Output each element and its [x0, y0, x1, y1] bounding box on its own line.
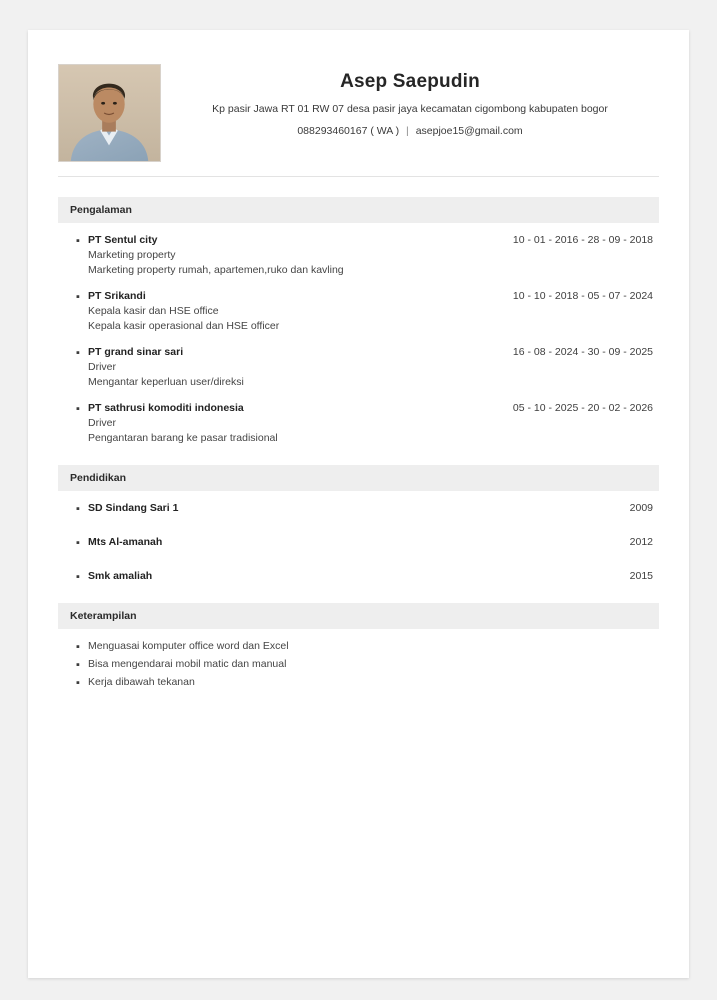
skills-list	[58, 639, 659, 691]
list-item	[58, 345, 659, 390]
experience-role: Marketing property	[88, 248, 176, 261]
experience-detail: Marketing property rumah, apartemen,ruko dan kavling	[88, 263, 344, 276]
bullet-icon: ▪	[76, 658, 80, 671]
phone-text: 088293460167 ( WA )	[297, 125, 400, 138]
experience-date: 10 - 10 - 2018 - 05 - 07 - 2024	[512, 290, 653, 303]
bullet-icon: ▪	[76, 536, 80, 549]
education-school: Smk amaliah	[88, 569, 153, 582]
bullet-icon: ▪	[76, 291, 80, 304]
address-text: Kp pasir Jawa RT 01 RW 07 desa pasir jaya kecamatan cigombong kabupaten bogor	[212, 102, 608, 115]
education-school: Mts Al-amanah	[88, 535, 163, 548]
contact-separator: |	[406, 125, 409, 138]
experience-company: PT sathrusi komoditi indonesia	[88, 402, 244, 415]
skill-text: Bisa mengendarai mobil matic dan manual	[88, 657, 287, 670]
section-heading-experience: Pengalaman	[58, 197, 659, 223]
bullet-icon: ▪	[76, 570, 80, 583]
list-item	[76, 639, 653, 655]
page-title: Asep Saepudin	[340, 71, 480, 92]
experience-role: Driver	[88, 360, 116, 373]
experience-date: 16 - 08 - 2024 - 30 - 09 - 2025	[512, 346, 653, 359]
education-year: 2009	[629, 501, 653, 514]
list-item	[58, 233, 659, 278]
experience-detail: Kepala kasir operasional dan HSE officer	[88, 320, 280, 333]
bullet-icon: ▪	[76, 403, 80, 416]
header-text-block	[161, 64, 659, 139]
list-item	[58, 289, 659, 334]
experience-list	[58, 233, 659, 447]
skill-text: Kerja dibawah tekanan	[88, 675, 195, 688]
list-item	[76, 657, 653, 673]
list-item	[58, 401, 659, 446]
bullet-icon: ▪	[76, 502, 80, 515]
email-text: asepjoe15@gmail.com	[415, 125, 523, 138]
skill-text: Menguasai komputer office word dan Excel	[88, 639, 289, 652]
experience-date: 05 - 10 - 2025 - 20 - 02 - 2026	[512, 402, 653, 415]
experience-company: PT Sentul city	[88, 234, 158, 246]
bullet-icon: ▪	[76, 640, 80, 653]
bullet-icon: ▪	[76, 235, 80, 247]
experience-detail: Mengantar keperluan user/direksi	[88, 376, 244, 389]
experience-company: PT grand sinar sari	[88, 346, 184, 359]
experience-detail: Pengantaran barang ke pasar tradisional	[88, 432, 278, 445]
profile-photo-illustration	[59, 65, 160, 161]
experience-company: PT Srikandi	[88, 290, 146, 303]
list-item	[58, 501, 659, 517]
section-heading-education: Pendidikan	[58, 465, 659, 491]
experience-role: Kepala kasir dan HSE office	[88, 304, 219, 317]
list-item	[76, 675, 653, 691]
list-item	[58, 535, 659, 551]
bullet-icon: ▪	[76, 676, 80, 689]
education-year: 2015	[629, 569, 653, 582]
education-list	[58, 501, 659, 585]
resume-sheet	[28, 30, 689, 978]
education-school: SD Sindang Sari 1	[88, 501, 179, 514]
experience-date: 10 - 01 - 2016 - 28 - 09 - 2018	[512, 234, 653, 246]
profile-photo	[58, 64, 161, 162]
resume-header	[58, 64, 659, 177]
experience-role: Driver	[88, 417, 116, 430]
contact-line	[169, 124, 651, 139]
list-item	[58, 569, 659, 585]
bullet-icon: ▪	[76, 347, 80, 360]
education-year: 2012	[629, 535, 653, 548]
section-heading-skills: Keterampilan	[58, 603, 659, 629]
